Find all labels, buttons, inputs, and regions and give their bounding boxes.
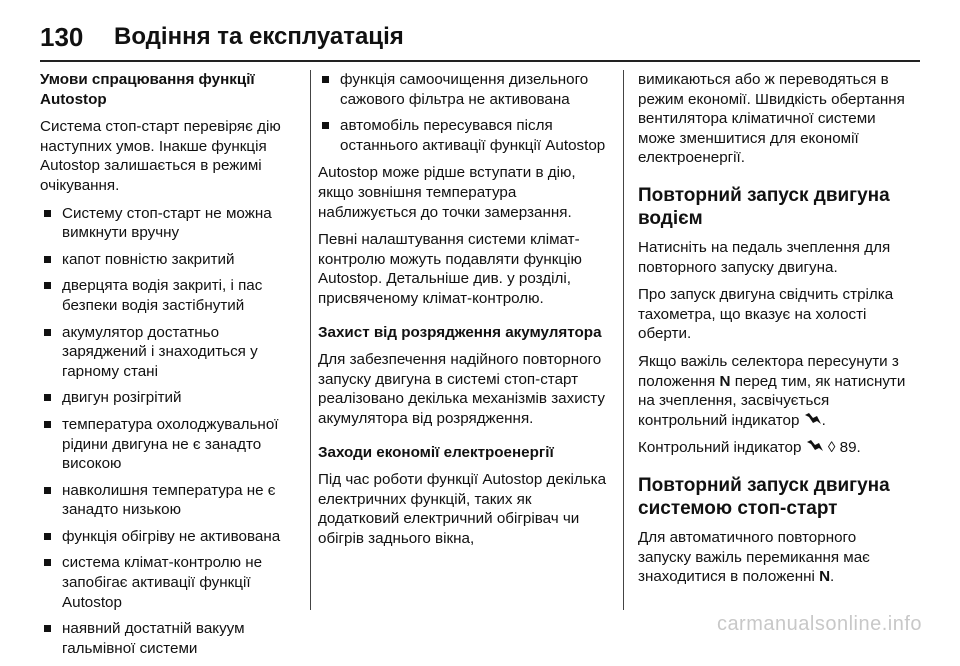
list-item: двигун розігрітий: [40, 388, 304, 408]
section-heading-driver-restart: Повторний запуск двигуна водієм: [638, 184, 890, 229]
text-fragment: Контрольний індикатор: [638, 439, 802, 457]
paragraph: Про запуск двигуна свідчить стрілка тахометра, що вказує на холості оберти.: [638, 286, 894, 343]
paragraph: Система стоп-старт перевіряє дію наступних умов. Інакше функція Autostop залишається в режимі очікування.: [40, 118, 281, 194]
page-title: Водіння та експлуатація: [114, 23, 404, 50]
paragraph-indicator-ref: [638, 438, 906, 458]
paragraph: Певні налаштування системи клімат-контролю можуть подавляти функцію Autostop. Детальніше див. у розділі, присвяченому клімат-контролю.: [318, 231, 582, 307]
column-1: [40, 70, 304, 666]
list-item: дверцята водія закриті, і пас безпеки водія застібнутий: [40, 276, 304, 315]
watermark: carmanualsonline.info: [716, 613, 922, 635]
autostop-indicator-icon: [804, 411, 822, 431]
list-item: наявний достатній вакуум гальмівної системи: [40, 619, 304, 658]
gear-n: N: [719, 372, 731, 390]
conditions-list: [40, 204, 304, 659]
section-heading-autostop-conditions: Умови спрацювання функції Autostop: [40, 71, 255, 108]
page-header: [40, 14, 920, 62]
list-item: автомобіль пересувався після останнього активації функції Autostop: [318, 116, 610, 155]
paragraph: вимикаються або ж переводяться в режим економії. Швидкість обертання вентилятора кліматичної системи може зменшитися для економії електроенергії.: [638, 71, 905, 167]
paragraph-selector-warning: [638, 352, 906, 430]
text-fragment: .: [830, 568, 835, 586]
paragraph: Для забезпечення надійного повторного запуску двигуна в системі стоп-старт реалізовано декілька механізмів захисту акумулятора від розрядження.: [318, 351, 606, 427]
gear-n: N: [819, 568, 831, 586]
page-number: 130: [40, 21, 84, 52]
text-fragment: Для автоматичного повторного запуску важіль перемикання має знаходитися в положенні: [638, 528, 870, 586]
paragraph: Під час роботи функції Autostop декілька електричних функцій, таких як додатковий електричний обігрівач чи обігрів заднього вікна,: [318, 471, 607, 547]
list-item: функція обігріву не активована: [40, 527, 304, 547]
text-fragment: Якщо важіль селектора пересунути з положення: [638, 352, 899, 390]
paragraph-auto-restart: [638, 528, 906, 587]
list-item: акумулятор достатньо заряджений і знаходиться у гарному стані: [40, 323, 304, 382]
page-reference-icon: ◊: [827, 439, 836, 457]
list-item: система клімат-контролю не запобігає активації функції Autostop: [40, 553, 304, 612]
list-item: капот повністю закритий: [40, 250, 304, 270]
paragraph: Натисніть на педаль зчеплення для повторного запуску двигуна.: [638, 238, 891, 276]
column-divider: [623, 70, 624, 610]
list-item: функція самоочищення дизельного сажового фільтра не активована: [318, 70, 610, 109]
list-item: навколишня температура не є занадто низькою: [40, 481, 304, 520]
column-2: [318, 70, 610, 556]
section-heading-system-restart: Повторний запуск двигуна системою стоп-старт: [638, 474, 890, 519]
section-heading-power-saving: Заходи економії електроенергії: [318, 443, 554, 461]
text-fragment: перед тим, як натиснути на зчеплення, засвічується контрольний індикатор: [638, 372, 906, 429]
paragraph: Autostop може рідше вступати в дію, якщо зовнішня температура наближується до точки замерзання.: [318, 164, 576, 221]
list-item: температура охолоджувальної рідини двигуна не є занадто високою: [40, 415, 304, 474]
column-3: [638, 70, 906, 595]
section-heading-battery-protection: Захист від розрядження акумулятора: [318, 323, 602, 341]
text-fragment: .: [821, 411, 826, 429]
autostop-indicator-icon: [806, 438, 824, 458]
list-item: Систему стоп-старт не можна вимкнути вручну: [40, 204, 304, 243]
conditions-list-continued: [318, 70, 610, 155]
page-reference: 89.: [839, 439, 861, 457]
column-divider: [310, 70, 311, 610]
